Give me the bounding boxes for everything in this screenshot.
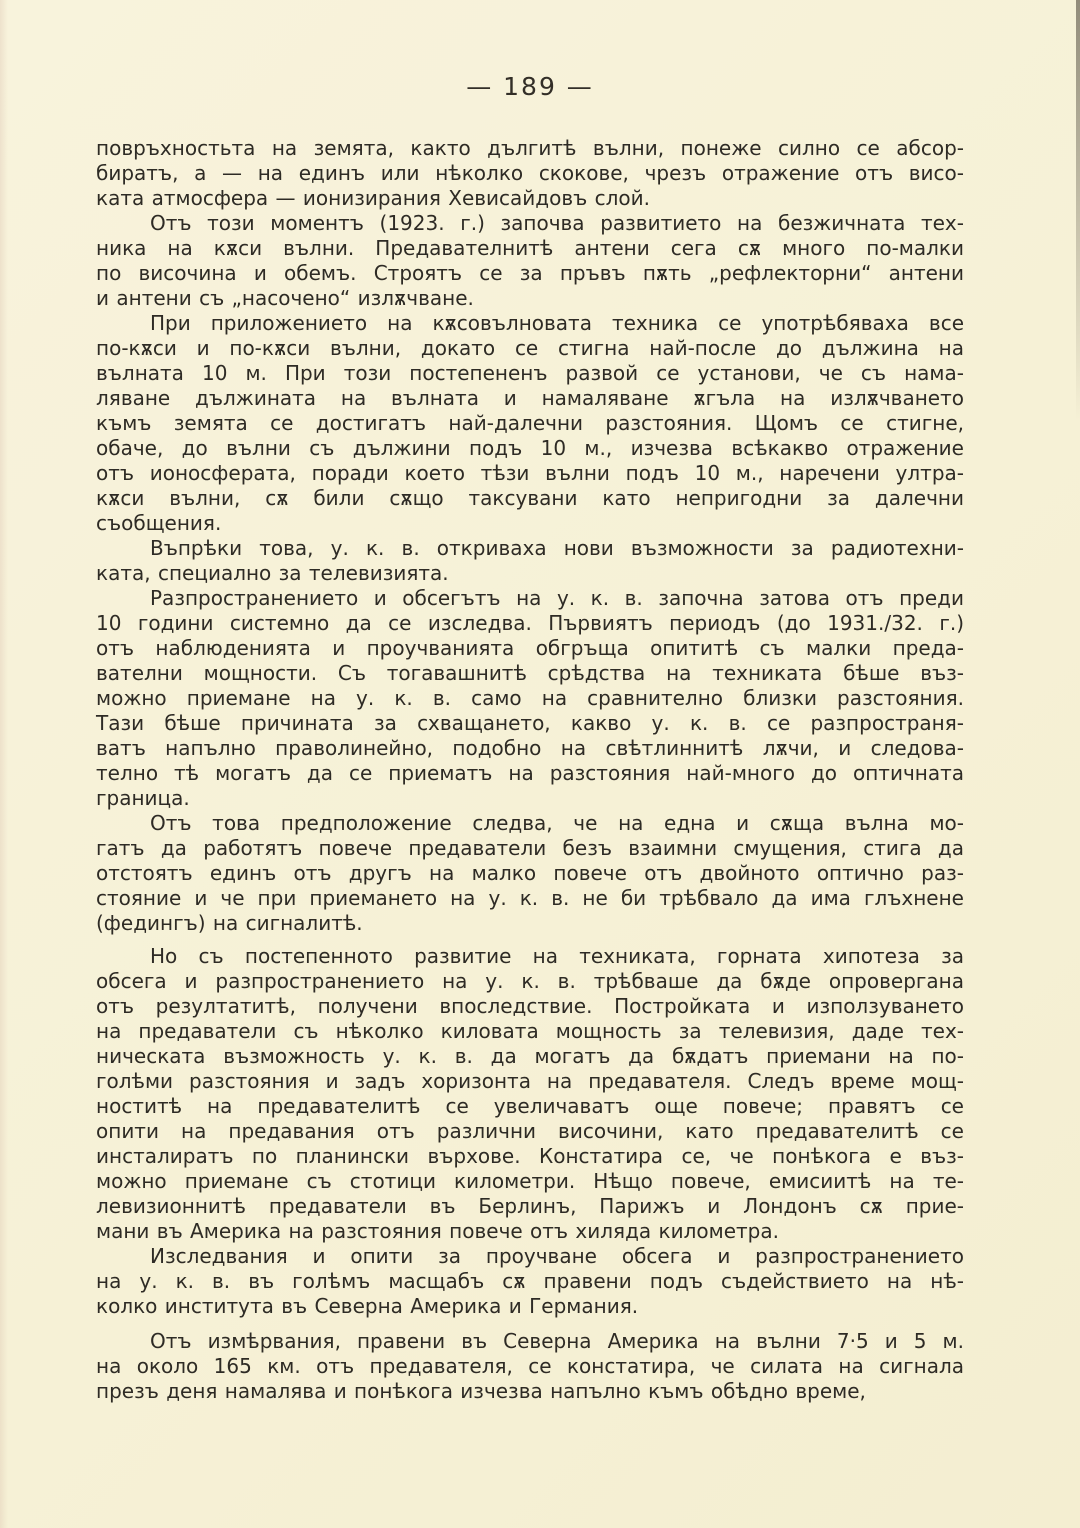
paragraph	[96, 536, 964, 586]
text-line: вълната 10 м. При този постепененъ развой се установи, че съ нама-	[96, 361, 964, 385]
text-line: Но съ постепенното развитие на техниката, горната хипотеза за	[150, 944, 964, 968]
paragraph	[96, 811, 964, 936]
text-line: вателни мощности. Съ тогавашнитѣ срѣдства на техниката бѣше въз-	[96, 661, 964, 685]
paragraph	[96, 136, 964, 211]
text-line: стояние и че при приемането на у. к. в. не би трѣбвало да има глъхнене	[96, 886, 964, 910]
text-line: телно тѣ могатъ да се приематъ на разстояния най-много до оптичната	[96, 761, 964, 785]
text-line: мани въ Америка на разстояния повече отъ хиляда километра.	[96, 1219, 779, 1243]
text-line: 10 години системно да се изследва. Първиятъ периодъ (до 1931./32. г.)	[96, 611, 964, 635]
text-line: ката, специално за телевизията.	[96, 561, 449, 585]
text-line: отъ наблюденията и проучванията обгръща опититѣ съ малки преда-	[96, 636, 964, 660]
text-line: отстоятъ единъ отъ другъ на малко повече отъ двойното оптично раз-	[96, 861, 964, 885]
text-line: биратъ, а — на единъ или нѣколко скокове, чрезъ отражение отъ висо-	[96, 161, 964, 185]
text-line: граница.	[96, 786, 190, 810]
text-line: ватъ напълно праволинейно, подобно на свѣтлиннитѣ лѫчи, и следова-	[96, 736, 964, 760]
text-line: можно приемане съ стотици километри. Нѣщо повече, емисиитѣ на те-	[96, 1169, 964, 1193]
text-line: Разпространението и обсегътъ на у. к. в. започна затова отъ преди	[150, 586, 964, 610]
text-line: можно приемане на у. к. в. само на сравнително близки разстояния.	[96, 686, 964, 710]
text-line: съобщения.	[96, 511, 222, 535]
text-line: по-кѫси и по-кѫси вълни, докато се стигна най-после до дължина на	[96, 336, 964, 360]
text-line: на около 165 км. отъ предавателя, се констатира, че силата на сигнала	[96, 1354, 964, 1378]
text-line: на у. к. в. въ голѣмъ масщабъ сѫ правени подъ съдействието на нѣ-	[96, 1269, 964, 1293]
text-line: къмъ земята се достигатъ най-далечни разстояния. Щомъ се стигне,	[96, 411, 964, 435]
text-line: опити на предавания отъ различни височини, като предавателитѣ се	[96, 1119, 964, 1143]
text-line: отъ ионосферата, поради което тѣзи вълни подъ 10 м., наречени ултра-	[96, 461, 964, 485]
text-line: левизионнитѣ предаватели въ Берлинъ, Парижъ и Лондонъ сѫ прие-	[96, 1194, 964, 1218]
page-body	[96, 136, 964, 1404]
text-line: обсега и разпространението на у. к. в. трѣбваше да бѫде опровергана	[96, 969, 964, 993]
text-line: по височина и обемъ. Строятъ се за пръвъ пѫть „рефлекторни“ антени	[96, 261, 964, 285]
text-line: Отъ това предположение следва, че на една и сѫща вълна мо-	[150, 811, 964, 835]
text-line: гатъ да работятъ повече предаватели безъ взаимни смущения, стига да	[96, 836, 964, 860]
text-line: и антени съ „насочено“ излѫчване.	[96, 286, 474, 310]
paragraph	[96, 1329, 964, 1404]
text-line: (федингъ) на сигналитѣ.	[96, 911, 363, 935]
text-line: колко института въ Северна Америка и Германия.	[96, 1294, 639, 1318]
text-line: ляване дължината на вълната и намаляване ѫгъла на излѫчването	[96, 386, 964, 410]
scan-edge-right	[1076, 0, 1080, 420]
text-line: ническата възможность у. к. в. да могатъ да бѫдатъ приемани на по-	[96, 1044, 964, 1068]
text-line: отъ резултатитѣ, получени впоследствие. Постройката и използуването	[96, 994, 964, 1018]
scan-edge-left	[0, 0, 8, 1528]
text-line: повръхностьта на земята, както дългитѣ вълни, понеже силно се абсор-	[96, 136, 964, 160]
paragraph	[96, 1244, 964, 1319]
text-line: на предаватели съ нѣколко киловата мощность за телевизия, даде тех-	[96, 1019, 964, 1043]
text-line: ноститѣ на предавателитѣ се увеличаватъ още повече; правятъ се	[96, 1094, 964, 1118]
text-line: обаче, до вълни съ дължини подъ 10 м., изчезва всѣкакво отражение	[96, 436, 964, 460]
page-number: — 189 —	[466, 72, 594, 101]
text-line: презъ деня намалява и понѣкога изчезва напълно къмъ обѣдно време,	[96, 1379, 866, 1403]
text-line: ника на кѫси вълни. Предавателнитѣ антени сега сѫ много по-малки	[96, 236, 964, 260]
text-line: ката атмосфера — ионизирания Хевисайдовъ слой.	[96, 186, 651, 210]
text-line: Отъ този моментъ (1923. г.) започва развитието на безжичната тех-	[150, 211, 964, 235]
paragraph	[96, 211, 964, 311]
text-line: Въпрѣки това, у. к. в. откриваха нови възможности за радиотехни-	[150, 536, 964, 560]
text-line: При приложението на кѫсовълновата техника се употрѣбяваха все	[150, 311, 964, 335]
paragraph	[96, 586, 964, 811]
paragraph	[96, 944, 964, 1244]
text-line: инсталиратъ по планински върхове. Констатира се, че понѣкога е въз-	[96, 1144, 964, 1168]
text-line: кѫси вълни, сѫ били сѫщо таксувани като непригодни за далечни	[96, 486, 964, 510]
text-line: Отъ измѣрвания, правени въ Северна Америка на вълни 7·5 и 5 м.	[150, 1329, 964, 1353]
text-line: голѣми разстояния и задъ хоризонта на предавателя. Следъ време мощ-	[96, 1069, 964, 1093]
paragraph	[96, 311, 964, 536]
text-line: Изследвания и опити за проучване обсега и разпространението	[150, 1244, 964, 1268]
text-line: Тази бѣше причината за схващането, какво у. к. в. се разпространя-	[96, 711, 964, 735]
